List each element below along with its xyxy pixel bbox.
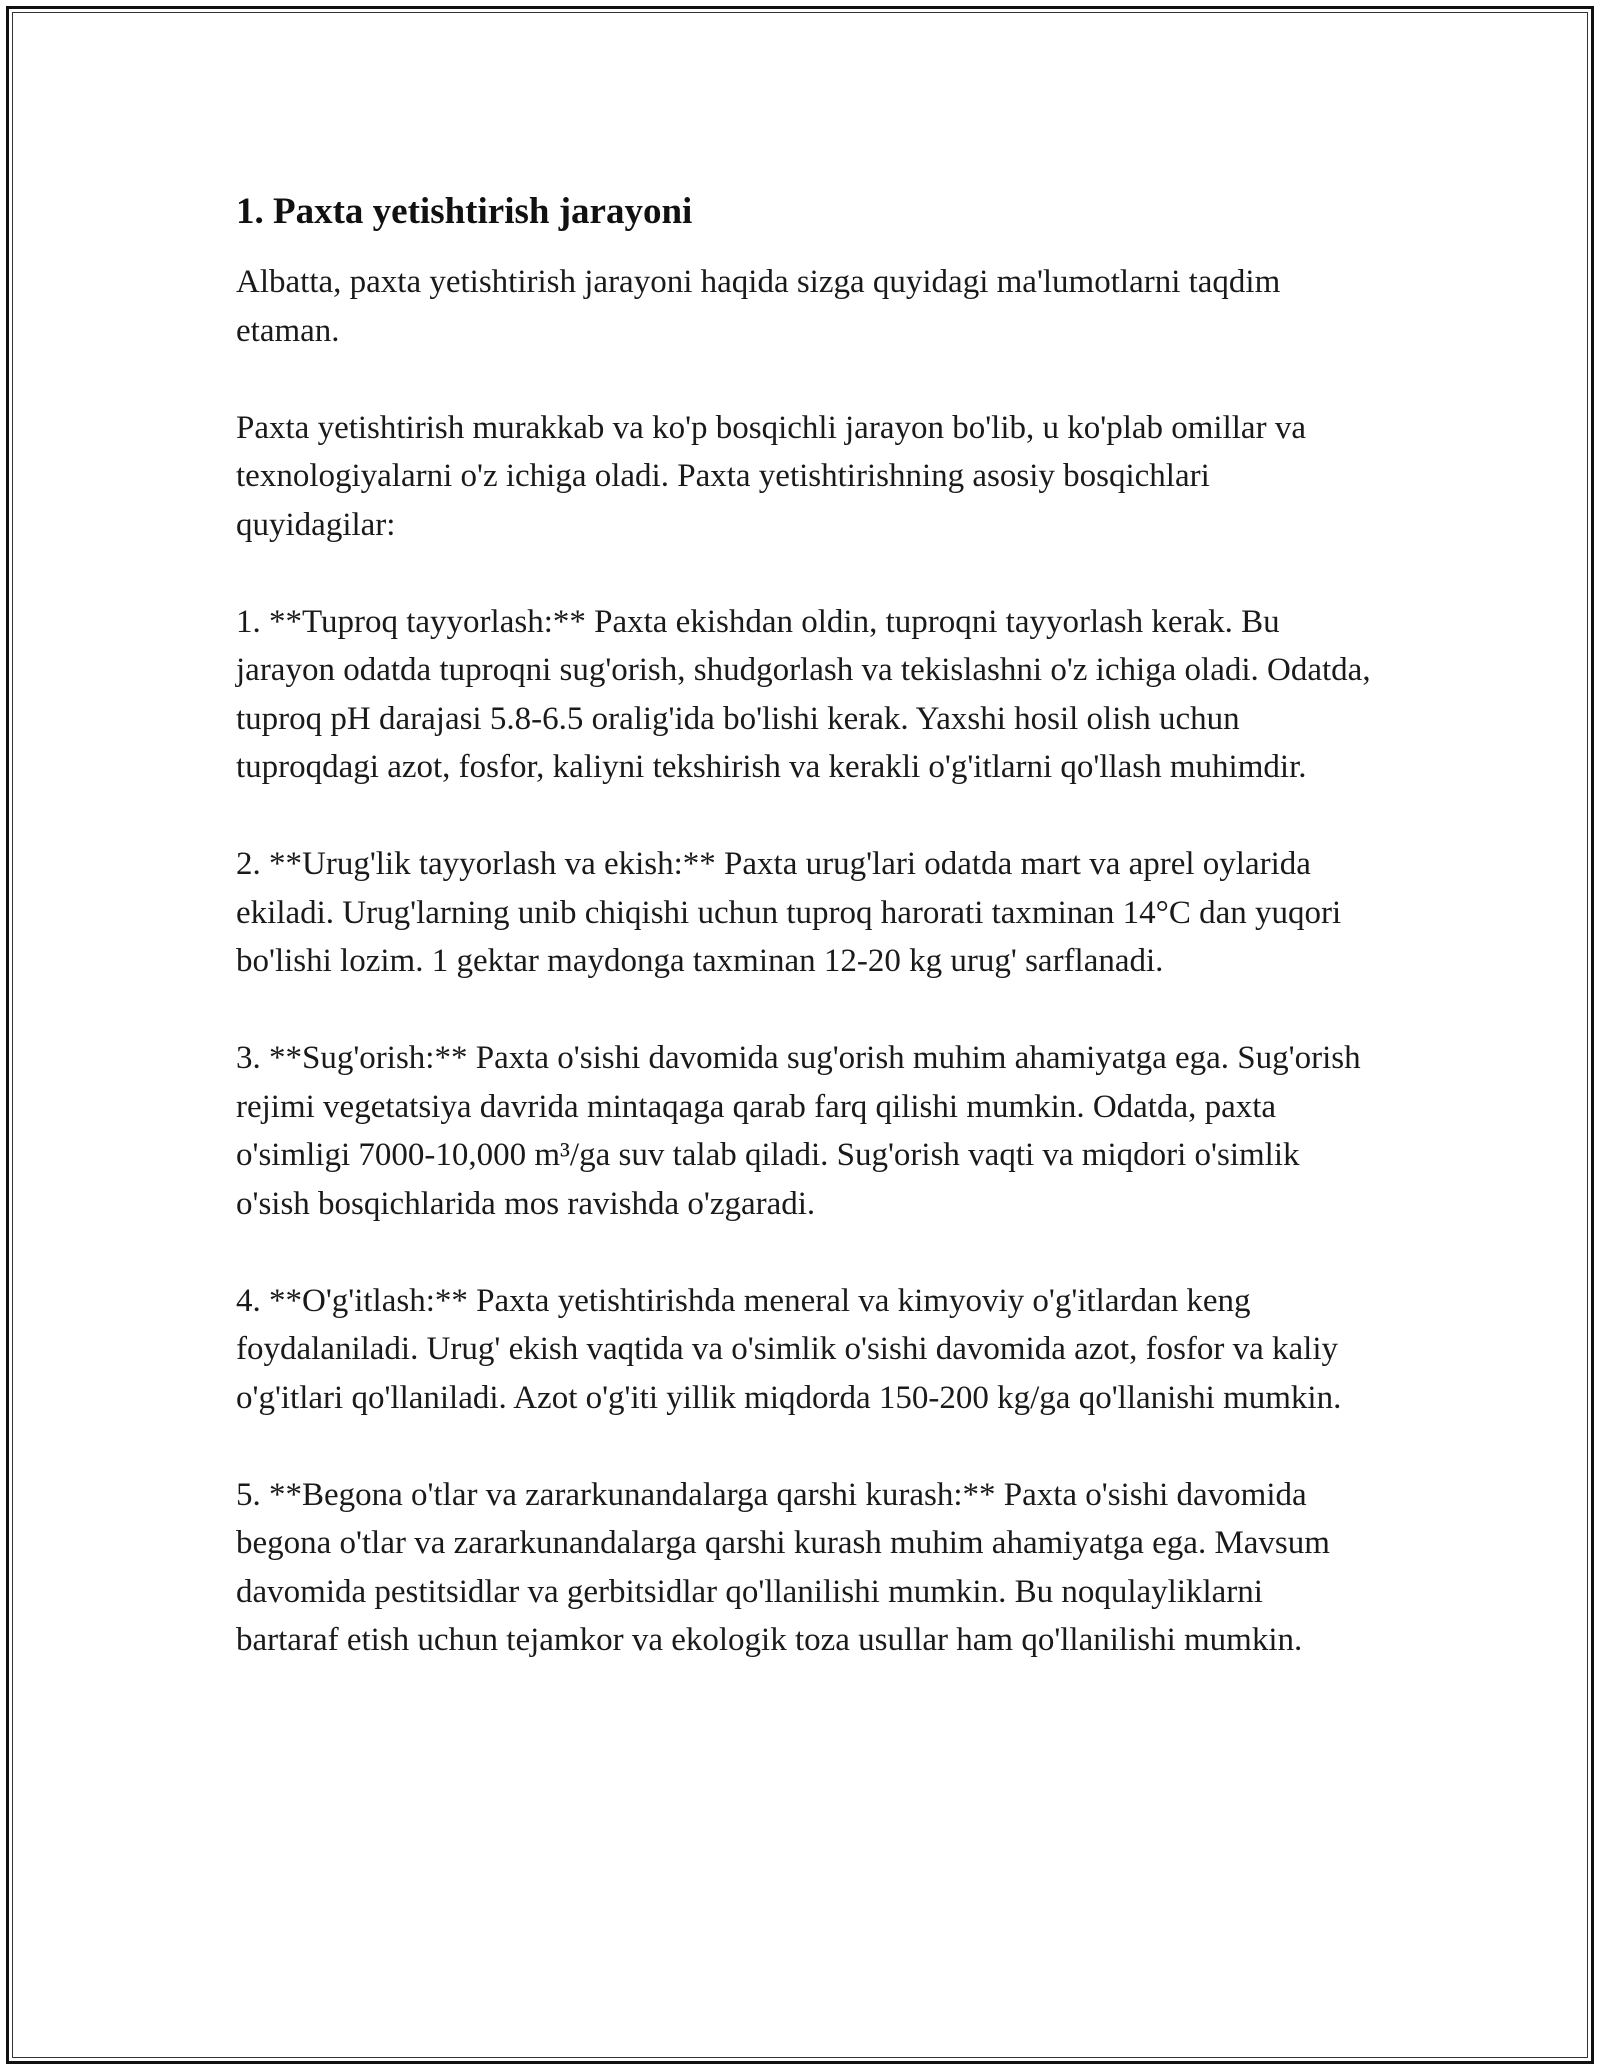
paragraph-step-4: 4. **O'g'itlash:** Paxta yetishtirishda meneral va kimyoviy o'g'itlardan keng foydalaniladi. Urug' ekish vaqtida va o'simlik o'sishi davomida azot, fosfor va kaliy o'g'itlari qo'llaniladi. Azot o'g'iti yillik miqdorda 150-200 kg/ga qo'llanishi mumkin.	[236, 1282, 1342, 1416]
document-body	[236, 188, 1371, 1713]
paragraph-intro: Albatta, paxta yetishtirish jarayoni haqida sizga quyidagi ma'lumotlarni taqdim etaman.	[236, 264, 1281, 349]
paragraph-overview: Paxta yetishtirish murakkab va ko'p bosqichli jarayon bo'lib, u ko'plab omillar va texnologiyalarni o'z ichiga oladi. Paxta yetishtirishning asosiy bosqichlari quyidagilar:	[236, 409, 1306, 543]
paragraph-step-1: 1. **Tuproq tayyorlash:** Paxta ekishdan oldin, tuproqni tayyorlash kerak. Bu jarayon odatda tuproqni sug'orish, shudgorlash va tekislashni o'z ichiga oladi. Odatda, tuproq pH darajasi 5.8-6.5 oralig'ida bo'lishi kerak. Yaxshi hosil olish uchun tuproqdagi azot, fosfor, kaliyni tekshirish va kerakli o'g'itlarni qo'llash muhimdir.	[236, 603, 1371, 785]
paragraph-step-3: 3. **Sug'orish:** Paxta o'sishi davomida sug'orish muhim ahamiyatga ega. Sug'orish rejimi vegetatsiya davrida mintaqaga qarab farq qilishi mumkin. Odatda, paxta o'simligi 7000-10,000 m³/ga suv talab qiladi. Sug'orish vaqti va miqdori o'simlik o'sish bosqichlarida mos ravishda o'zgaradi.	[236, 1040, 1361, 1222]
document-title: 1. Paxta yetishtirish jarayoni	[236, 191, 693, 232]
paragraph-step-5: 5. **Begona o'tlar va zararkunandalarga qarshi kurash:** Paxta o'sishi davomida begona o'tlar va zararkunandalarga qarshi kurash muhim ahamiyatga ega. Mavsum davomida pestitsidlar va gerbitsidlar qo'llanilishi mumkin. Bu noqulayliklarni bartaraf etish uchun tejamkor va ekologik toza usullar ham qo'llanilishi mumkin.	[236, 1476, 1330, 1658]
paragraph-step-2: 2. **Urug'lik tayyorlash va ekish:** Paxta urug'lari odatda mart va aprel oylarida ekiladi. Urug'larning unib chiqishi uchun tuproq harorati taxminan 14°C dan yuqori bo'lishi lozim. 1 gektar maydonga taxminan 12-20 kg urug' sarflanadi.	[236, 846, 1342, 979]
